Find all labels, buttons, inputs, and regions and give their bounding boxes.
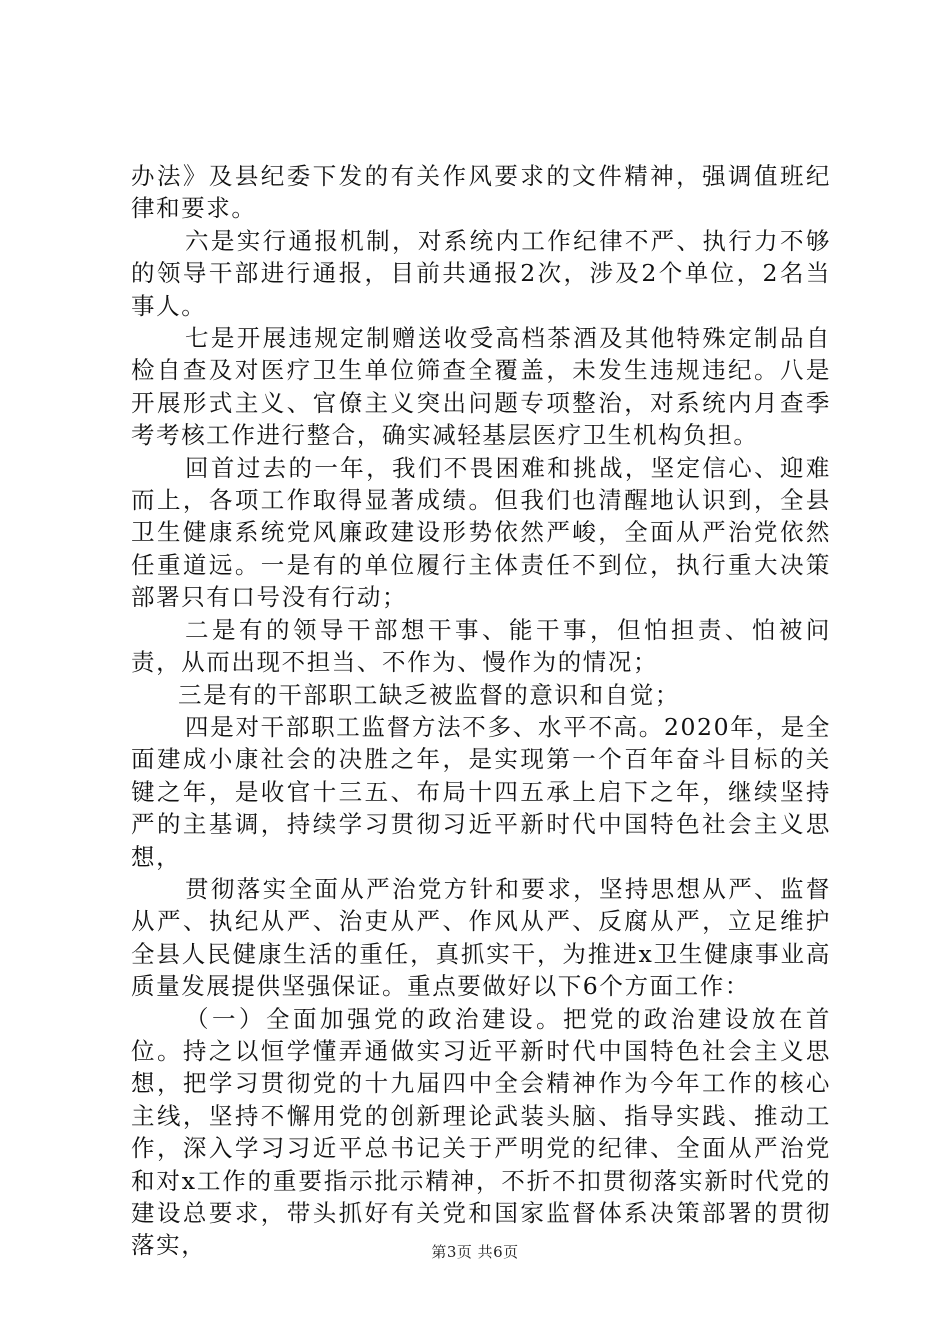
paragraph: 六是实行通报机制，对系统内工作纪律不严、执行力不够的领导干部进行通报，目前共通报2次，涉及2个单位，2名当事人。 (131, 226, 831, 320)
paragraph: （一）全面加强党的政治建设。把党的政治建设放在首位。持之以恒学懂弄通做实习近平新时代中国特色社会主义思想，把学习贯彻党的十九届四中全会精神作为今年工作的核心主线，坚持不懈用党的创新理论武装头脑、指导实践、推动工作，深入学习习近平总书记关于严明党的纪律、全面从严治党和对x工作的重要指示批示精神，不折不扣贯彻落实新时代党的建设总要求，带头抓好有关党和国家监督体系决策部署的贯彻落实， (131, 1004, 831, 1260)
paragraph: 三是有的干部职工缺乏被监督的意识和自觉； (178, 680, 680, 709)
paragraph: 二是有的领导干部想干事、能干事，但怕担责、怕被问责，从而出现不担当、不作为、慢作为的情况； (131, 615, 831, 677)
paragraph: 四是对干部职工监督方法不多、水平不高。2020年，是全面建成小康社会的决胜之年，是实现第一个百年奋斗目标的关键之年，是收官十三五、布局十四五承上启下之年，继续坚持严的主基调，持续学习贯彻习近平新时代中国特色社会主义思想， (131, 712, 831, 871)
page-number-footer: 第3页 共6页 (431, 1243, 519, 1261)
paragraph: 回首过去的一年，我们不畏困难和挑战，坚定信心、迎难而上，各项工作取得显著成绩。但我们也清醒地认识到，全县卫生健康系统党风廉政建设形势依然严峻，全面从严治党依然任重道远。一是有的单位履行主体责任不到位，执行重大决策部署只有口号没有行动； (131, 453, 831, 612)
document-body (131, 160, 831, 1262)
paragraph-continuation: 办法》及县纪委下发的有关作风要求的文件精神，强调值班纪律和要求。 (131, 162, 831, 223)
paragraph: 贯彻落实全面从严治党方针和要求，坚持思想从严、监督从严、执纪从严、治吏从严、作风从严、反腐从严，立足维护全县人民健康生活的重任，真抓实干，为推进x卫生健康事业高质量发展提供坚强保证。重点要做好以下6个方面工作： (131, 874, 831, 1001)
paragraph: 七是开展违规定制赠送收受高档茶酒及其他特殊定制品自检自查及对医疗卫生单位筛查全覆盖，未发生违规违纪。八是开展形式主义、官僚主义突出问题专项整治，对系统内月查季考考核工作进行整合，确实减轻基层医疗卫生机构负担。 (131, 324, 831, 450)
